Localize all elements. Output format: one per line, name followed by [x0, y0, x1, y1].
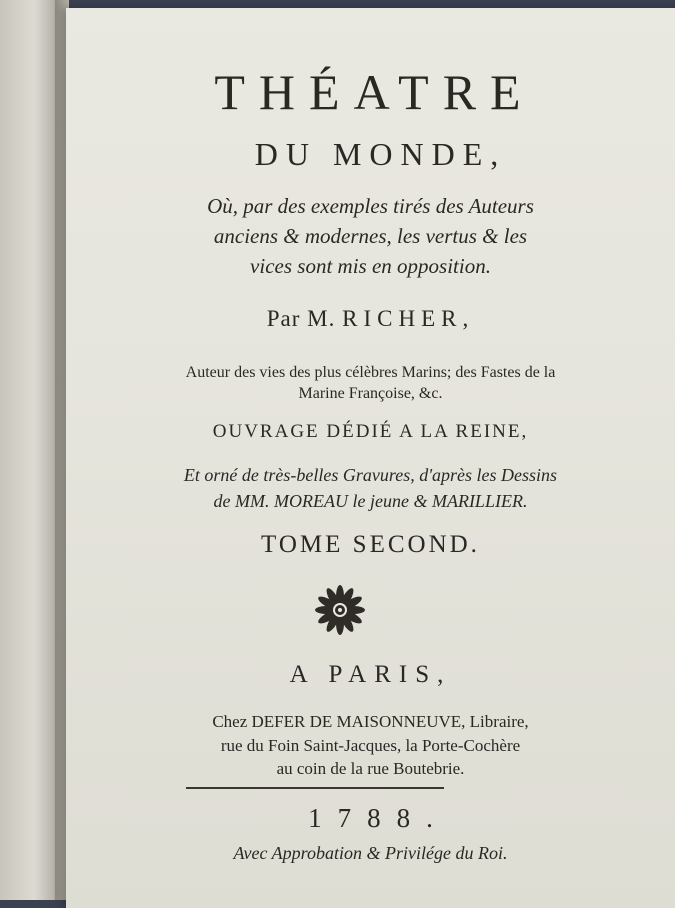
floral-vignette-icon [312, 584, 368, 636]
publisher-line-3: au coin de la rue Boutebrie. [276, 759, 465, 778]
subtitle-line-3: vices sont mis en opposition. [250, 254, 491, 278]
dedication: OUVRAGE DÉDIÉ A LA REINE, [212, 421, 529, 442]
author-prefix: Par M. [266, 306, 336, 331]
book-spine [0, 0, 62, 900]
book-title-continued: DU MONDE, [254, 136, 507, 172]
subtitle-line-2: anciens & modernes, les vertus & les [213, 224, 528, 248]
publication-place: A PARIS, [289, 661, 452, 688]
royal-privilege-note: Avec Approbation & Privilége du Roi. [233, 843, 508, 863]
publisher-line-1: Chez DEFER DE MAISONNEUVE, Libraire, [212, 712, 529, 731]
publication-year: 1788. [308, 803, 449, 833]
illustration-note-line-1: Et orné de très-belles Gravures, d'après les Dessins [183, 465, 558, 485]
author-description-line-1: Auteur des vies des plus célèbres Marins; des Fastes de la [185, 364, 556, 381]
book-title: THÉATRE [214, 64, 535, 120]
author-name: RICHER, [342, 306, 475, 331]
divider-rule [186, 787, 444, 789]
volume-label: TOME SECOND. [261, 531, 480, 558]
author-description-line-2: Marine Françoise, &c. [298, 385, 443, 402]
author-line [66, 306, 675, 332]
publisher-line-2: rue du Foin Saint-Jacques, la Porte-Cochère [220, 736, 521, 755]
title-page [66, 8, 675, 908]
subtitle-line-1: Où, par des exemples tirés des Auteurs [207, 194, 534, 218]
illustration-note-line-2: de MM. MOREAU le jeune & MARILLIER. [213, 491, 528, 511]
